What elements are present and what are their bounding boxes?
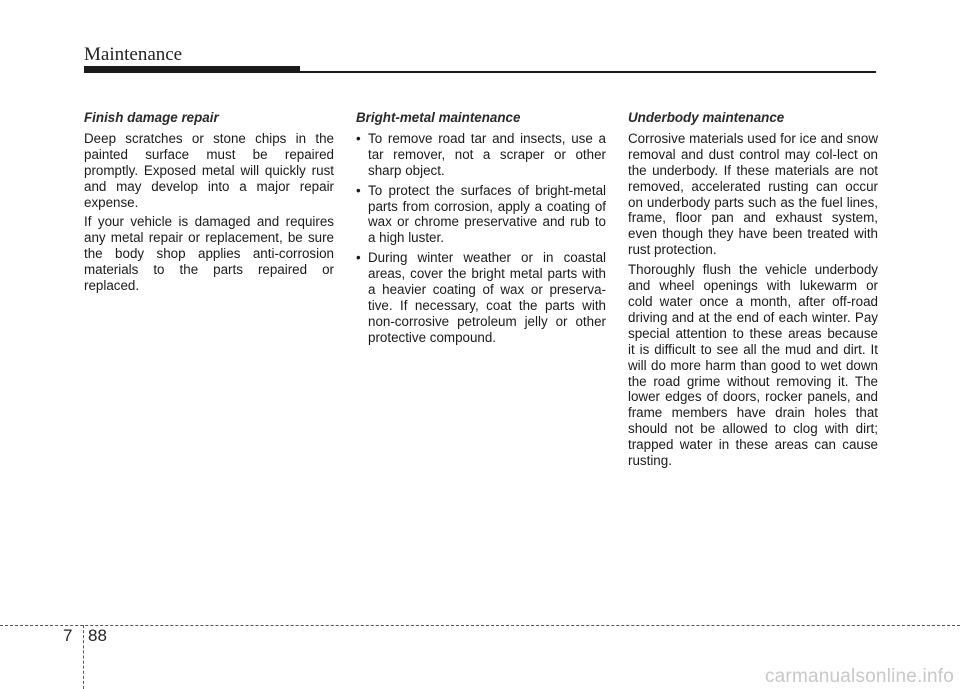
chapter-number: 7: [63, 626, 73, 645]
bullet-list: [356, 131, 606, 346]
column-underbody-maintenance: [628, 110, 878, 473]
list-item: [356, 183, 606, 247]
list-item-text: During winter weather or in coastal areas, cover the bright metal parts with a heavier coating of wax or preserva-tive. If necessary, coat the parts with non-corrosive petroleum jelly or other protective compound.: [368, 250, 606, 345]
list-item-text: To protect the surfaces of bright-metal parts from corrosion, apply a coating of wax or chrome preservative and rub to a high luster.: [368, 182, 606, 246]
footer-rule: [0, 625, 960, 626]
list-item: [356, 250, 606, 345]
watermark-text: carmanualsonline.info: [764, 666, 954, 687]
list-item: [356, 131, 606, 179]
section-heading: Finish damage repair: [84, 110, 219, 125]
bullet-icon: •: [356, 250, 361, 266]
column-finish-damage-repair: [84, 110, 334, 298]
header-accent-bar: [84, 66, 300, 73]
paragraph: Deep scratches or stone chips in the painted surface must be repaired promptly. Exposed metal will quickly rust and may develop into a major repair expense.: [84, 130, 334, 210]
header-rule: [300, 71, 876, 73]
paragraph: Thoroughly flush the vehicle underbody and wheel openings with lukewarm or cold water once a month, after off-road driving and at the end of each winter. Pay special attention to these areas because it is difficult to see all the mud and dirt. It will do more harm than good to wet down the road grime without removing it. The lower edges of doors, rocker panels, and frame members have drain holes that should not be allowed to clog with dirt; trapped water in these areas can cause rusting.: [628, 262, 878, 469]
list-item-text: To remove road tar and insects, use a tar remover, not a scraper or other sharp object.: [368, 130, 606, 178]
page-header-title: Maintenance: [84, 44, 183, 65]
column-bright-metal-maintenance: [356, 110, 606, 350]
page-number: 88: [88, 626, 107, 645]
section-heading: Bright-metal maintenance: [356, 110, 521, 125]
footer-divider: [83, 625, 84, 689]
bullet-icon: •: [356, 182, 361, 198]
section-heading: Underbody maintenance: [628, 110, 785, 125]
paragraph: Corrosive materials used for ice and snow removal and dust control may col-lect on the underbody. If these materials are not removed, accelerated rusting can occur on underbody parts such as the fuel lines, frame, floor pan and exhaust system, even though they have been treated with rust protection.: [628, 130, 878, 258]
bullet-icon: •: [356, 130, 361, 146]
paragraph: If your vehicle is damaged and requires any metal repair or replacement, be sure the body shop applies anti-corrosion materials to the parts repaired or replaced.: [84, 214, 334, 294]
